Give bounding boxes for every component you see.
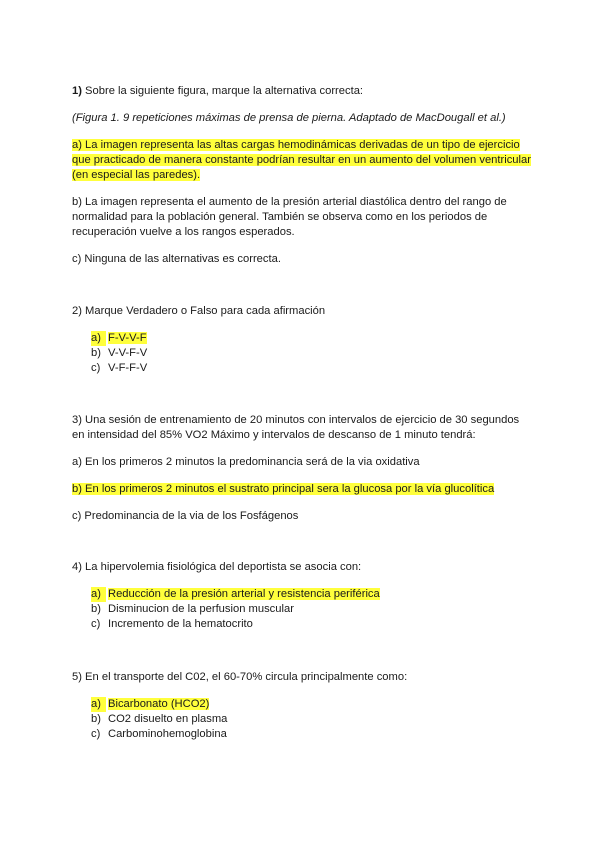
question-2 bbox=[72, 304, 542, 376]
option-label: b) bbox=[91, 713, 101, 725]
option-b-line-2: normalidad para la población general. También se observa como en los periodos de bbox=[72, 211, 488, 223]
question-1-prompt-text: Sobre la siguiente figura, marque la alternativa correcta: bbox=[81, 85, 364, 97]
option-text: Incremento de la hematocrito bbox=[108, 618, 253, 630]
question-5 bbox=[72, 670, 542, 742]
question-1 bbox=[72, 84, 542, 267]
option-b-line-1: b) La imagen representa el aumento de la presión arterial diastólica dentro del rango de bbox=[72, 196, 507, 208]
question-2-prompt: 2) Marque Verdadero o Falso para cada afirmación bbox=[72, 305, 326, 317]
question-3-prompt-line-2: en intensidad del 85% VO2 Máximo y intervalos de descanso de 1 minuto tendrá: bbox=[72, 429, 476, 441]
question-4 bbox=[72, 560, 542, 632]
question-1-option-b bbox=[72, 195, 542, 240]
option-label: a) bbox=[91, 587, 106, 602]
figure-caption: (Figura 1. 9 repeticiones máximas de prensa de pierna. Adaptado de MacDougall et al.) bbox=[72, 112, 506, 124]
option-label: b) bbox=[91, 603, 101, 615]
question-1-option-a bbox=[72, 138, 542, 183]
question-5-option-b bbox=[72, 712, 542, 727]
question-3-option-c: c) Predominancia de la via de los Fosfágenos bbox=[72, 510, 299, 522]
option-text: Bicarbonato (HCO2) bbox=[108, 698, 210, 710]
option-label: c) bbox=[91, 618, 101, 630]
option-label: a) bbox=[91, 697, 106, 712]
option-b-line-3: recuperación vuelve a los rangos esperados. bbox=[72, 226, 295, 238]
question-2-option-a bbox=[72, 331, 542, 346]
question-4-option-c bbox=[72, 617, 542, 632]
option-text: V-V-F-V bbox=[108, 347, 148, 359]
option-text: Disminucion de la perfusion muscular bbox=[108, 603, 294, 615]
option-label: c) bbox=[91, 362, 101, 374]
question-3 bbox=[72, 413, 542, 524]
question-3-prompt-line-1: 3) Una sesión de entrenamiento de 20 minutos con intervalos de ejercicio de 30 segundos bbox=[72, 414, 520, 426]
option-label: a) bbox=[91, 331, 106, 346]
option-text: Reducción de la presión arterial y resistencia periférica bbox=[108, 588, 380, 600]
option-a-line-1: a) La imagen representa las altas cargas hemodinámicas derivadas de un tipo de ejercicio bbox=[72, 139, 520, 151]
question-3-option-a: a) En los primeros 2 minutos la predominancia será de la via oxidativa bbox=[72, 456, 420, 468]
question-2-options bbox=[72, 331, 542, 376]
question-4-option-a bbox=[72, 587, 542, 602]
option-a-line-3: (en especial las paredes). bbox=[72, 169, 201, 181]
question-1-number: 1) bbox=[72, 85, 82, 97]
option-label: b) bbox=[91, 347, 101, 359]
question-4-options bbox=[72, 587, 542, 632]
option-text: Carbominohemoglobina bbox=[108, 728, 227, 740]
question-4-option-b bbox=[72, 602, 542, 617]
option-text: F-V-V-F bbox=[108, 332, 147, 344]
question-2-option-c bbox=[72, 361, 542, 376]
question-4-prompt: 4) La hipervolemia fisiológica del deportista se asocia con: bbox=[72, 561, 362, 573]
option-text: CO2 disuelto en plasma bbox=[108, 713, 228, 725]
question-5-prompt: 5) En el transporte del C02, el 60-70% circula principalmente como: bbox=[72, 671, 408, 683]
question-1-prompt bbox=[72, 84, 542, 99]
option-a-line-2: que practicado de manera constante podrían resultar en un aumento del volumen ventricular bbox=[72, 154, 531, 166]
question-1-option-c: c) Ninguna de las alternativas es correcta. bbox=[72, 253, 281, 265]
question-5-option-a bbox=[72, 697, 542, 712]
question-2-option-b bbox=[72, 346, 542, 361]
option-label: c) bbox=[91, 728, 101, 740]
option-text: V-F-F-V bbox=[108, 362, 148, 374]
question-5-options bbox=[72, 697, 542, 742]
question-3-option-b: b) En los primeros 2 minutos el sustrato principal sera la glucosa por la vía glucolítica bbox=[72, 483, 495, 495]
question-5-option-c bbox=[72, 727, 542, 742]
